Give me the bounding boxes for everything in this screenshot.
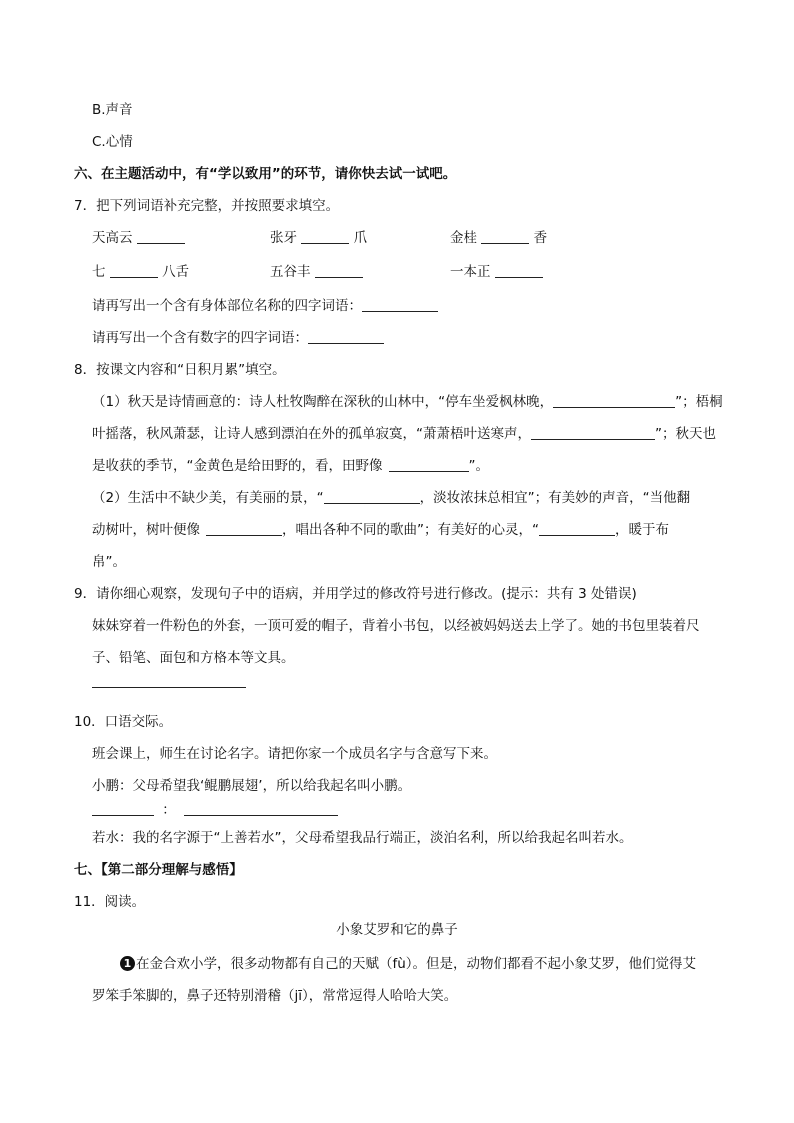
q10-line-2: 小鹏：父母希望我‘鲲鹏展翅’，所以给我起名叫小鹏。 <box>92 778 412 794</box>
q7-item: 天高云 <box>92 228 185 248</box>
story-paragraph-line-2: 罗笨手笨脚的，鼻子还特别滑稽（jī），常常逗得人哈哈大笑。 <box>92 988 458 1004</box>
q10-line-1: 班会课上，师生在讨论名字。请把你家一个成员名字与含意写下来。 <box>92 746 497 762</box>
answer-blank[interactable] <box>137 229 185 244</box>
q8-p1-line-2: 叶摇落，秋风萧瑟，让诗人感到漂泊在外的孤单寂寞，“萧萧梧叶送寒声， ”；秋天也 <box>92 426 716 442</box>
q7-extra-2: 请再写出一个含有数字的四字词语： <box>92 328 384 348</box>
answer-blank[interactable] <box>301 229 349 244</box>
answer-blank[interactable] <box>308 329 384 344</box>
q8-p1-line-3: 是收获的季节，“金黄色是给田野的，看，田野像 ”。 <box>92 458 489 474</box>
option-c: C.心情 <box>92 134 133 150</box>
q10-name-answer: ： <box>92 800 338 820</box>
answer-blank[interactable] <box>481 229 529 244</box>
answer-blank[interactable] <box>531 425 655 440</box>
q8-p2-line-3: 帛”。 <box>92 554 126 570</box>
answer-blank[interactable] <box>92 673 246 688</box>
paragraph-number-icon: 1 <box>120 956 135 971</box>
q9-answer-line <box>92 672 246 692</box>
q9-sentence-line-2: 子、铅笔、面包和方格本等文具。 <box>92 650 295 666</box>
q7-item: 五谷丰 <box>270 262 363 282</box>
story-paragraph-line-1: 1 在金合欢小学，很多动物都有自己的天赋（fù）。但是，动物们都看不起小象艾罗，他们觉得艾 <box>120 954 696 974</box>
q8-p2-line-1: （2）生活中不缺少美，有美丽的景，“ ，淡妆浓抹总相宜”；有美妙的声音，“当他翻 <box>92 490 691 506</box>
answer-blank[interactable] <box>553 393 675 408</box>
q7-item: 金桂 香 <box>450 230 548 246</box>
q9-prompt: 9．请你细心观察，发现句子中的语病，并用学过的修改符号进行修改。(提示：共有 3 处错误) <box>74 586 637 602</box>
meaning-blank[interactable] <box>184 801 338 816</box>
q11-prompt: 11．阅读。 <box>74 894 146 910</box>
name-blank[interactable] <box>92 801 154 816</box>
q7-item: 一本正 <box>450 262 543 282</box>
q7-item: 张牙 爪 <box>270 230 368 246</box>
story-title: 小象艾罗和它的鼻子 <box>336 922 458 938</box>
answer-blank[interactable] <box>539 521 615 536</box>
q7-item: 七 八舌 <box>92 264 190 280</box>
q8-p1-line-1: （1）秋天是诗情画意的：诗人杜牧陶醉在深秋的山林中，“停车坐爱枫林晚， ”；梧桐 <box>92 394 723 410</box>
answer-blank[interactable] <box>206 521 282 536</box>
answer-blank[interactable] <box>110 263 158 278</box>
answer-blank[interactable] <box>389 457 469 472</box>
answer-blank[interactable] <box>315 263 363 278</box>
option-b: B.声音 <box>92 102 133 118</box>
q10-line-3: 若水：我的名字源于“上善若水”，父母希望我品行端正，淡泊名利，所以给我起名叫若水。 <box>92 830 633 846</box>
q8-p2-line-2: 动树叶，树叶便像 ，唱出各种不同的歌曲”；有美好的心灵，“ ，暖于布 <box>92 522 669 538</box>
section-7-heading: 七、【第二部分理解与感悟】 <box>74 862 243 878</box>
answer-blank[interactable] <box>495 263 543 278</box>
q7-extra-1: 请再写出一个含有身体部位名称的四字词语： <box>92 296 438 316</box>
q7-prompt: 7．把下列词语补充完整，并按照要求填空。 <box>74 198 340 214</box>
q10-prompt: 10．口语交际。 <box>74 714 173 730</box>
answer-blank[interactable] <box>324 489 420 504</box>
q9-sentence-line-1: 妹妹穿着一件粉色的外套，一顶可爱的帽子，背着小书包，以经被妈妈送去上学了。她的书包里装着尺 <box>92 618 700 634</box>
section-6-heading: 六、在主题活动中，有“学以致用”的环节，请你快去试一试吧。 <box>74 166 457 182</box>
answer-blank[interactable] <box>362 297 438 312</box>
q8-prompt: 8．按课文内容和“日积月累”填空。 <box>74 362 286 378</box>
